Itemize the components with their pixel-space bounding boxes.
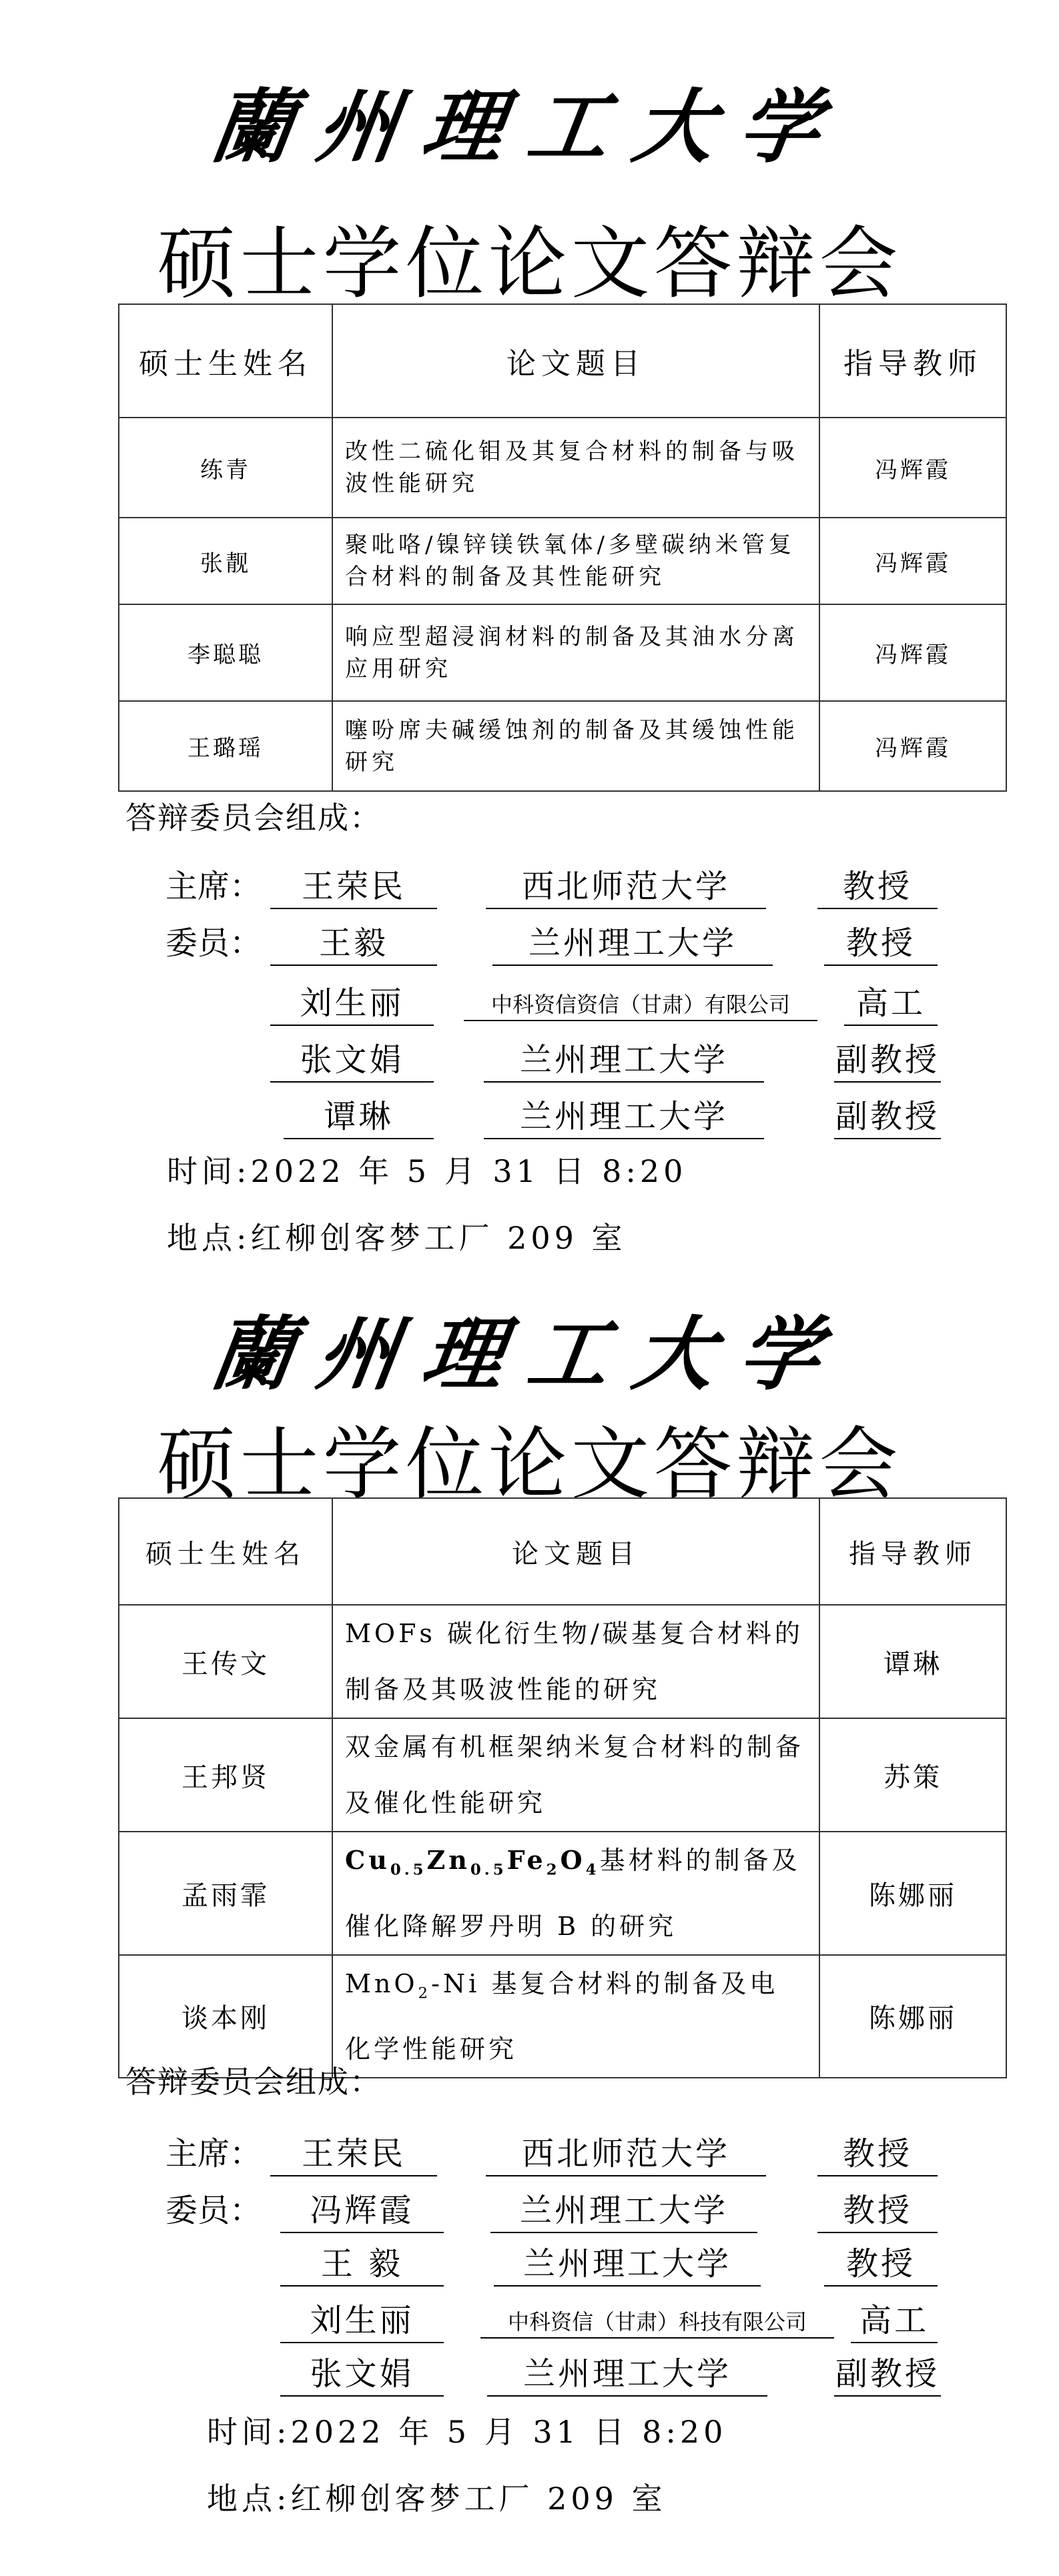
chair-label: 主席： xyxy=(165,2135,262,2172)
thesis-table xyxy=(118,1497,1007,2078)
defense-place: 地点:红柳创客梦工厂 209 室 xyxy=(207,2481,667,2517)
committee-member-name: 冯辉霞 xyxy=(280,2184,444,2233)
committee-member-title: 教授 xyxy=(824,917,938,966)
committee-chair-row xyxy=(0,860,1059,907)
thesis-title: 改性二硫化钼及其复合材料的制备与吸波性能研究 xyxy=(332,418,819,518)
university-logo: 蘭州理工大学 xyxy=(206,1307,852,1401)
student-name: 练青 xyxy=(119,418,332,518)
table-row xyxy=(119,701,1006,791)
committee-member-row xyxy=(0,977,1059,1024)
thesis-title xyxy=(332,1832,819,1955)
committee-member-org: 兰州理工大学 xyxy=(492,917,773,966)
committee-member-row xyxy=(0,917,1059,964)
thesis-title: 响应型超浸润材料的制备及其油水分离应用研究 xyxy=(332,604,819,701)
formula-mno: MnO xyxy=(345,1968,418,1998)
formula-sub: 2 xyxy=(546,1861,561,1879)
committee-member-name: 王毅 xyxy=(270,917,437,966)
header-advisor: 指导教师 xyxy=(819,1498,1006,1605)
advisor-name: 冯辉霞 xyxy=(819,701,1006,791)
committee-member-row xyxy=(0,2184,1059,2231)
defense-time: 时间:2022 年 5 月 31 日 8:20 xyxy=(167,1153,687,1189)
student-name: 李聪聪 xyxy=(119,604,332,701)
committee-heading: 答辩委员会组成： xyxy=(125,800,382,836)
defense-notice-2 xyxy=(0,1281,1059,2576)
thesis-title-rest: -Ni 基复合材料的制备及电化学性能研究 xyxy=(345,1968,779,2064)
student-name: 王璐瑶 xyxy=(119,701,332,791)
committee-member-title: 教授 xyxy=(817,2128,938,2176)
thesis-table xyxy=(118,303,1007,792)
header-thesis-title: 论文题目 xyxy=(332,304,819,418)
thesis-title: 聚吡咯/镍锌镁铁氧体/多壁碳纳米管复合材料的制备及其性能研究 xyxy=(332,518,819,604)
committee-member-row xyxy=(0,2238,1059,2285)
committee-member-org: 中科资信资信（甘肃）有限公司 xyxy=(464,988,817,1021)
committee-member-title: 教授 xyxy=(817,2184,938,2233)
student-name: 张靓 xyxy=(119,518,332,604)
advisor-name: 陈娜丽 xyxy=(819,1955,1006,2078)
committee-member-org: 西北师范大学 xyxy=(486,2128,766,2176)
page-title: 硕士学位论文答辩会 xyxy=(157,217,902,309)
committee-member-org: 兰州理工大学 xyxy=(484,1034,764,1083)
defense-time: 时间:2022 年 5 月 31 日 8:20 xyxy=(207,2414,727,2450)
committee-member-name: 张文娟 xyxy=(270,1034,434,1083)
defense-place: 地点:红柳创客梦工厂 209 室 xyxy=(167,1220,627,1256)
committee-member-row xyxy=(0,1091,1059,1137)
advisor-name: 谭琳 xyxy=(819,1605,1006,1718)
advisor-name: 冯辉霞 xyxy=(819,518,1006,604)
advisor-name: 冯辉霞 xyxy=(819,604,1006,701)
defense-notice-1 xyxy=(0,0,1059,1281)
committee-member-title: 副教授 xyxy=(834,2348,941,2397)
committee-member-name: 王 毅 xyxy=(280,2238,444,2287)
committee-member-title: 教授 xyxy=(817,860,938,909)
student-name: 王邦贤 xyxy=(119,1718,332,1832)
committee-member-org: 兰州理工大学 xyxy=(494,2238,761,2287)
table-row xyxy=(119,1832,1006,1955)
student-name: 王传文 xyxy=(119,1605,332,1718)
header-thesis-title: 论文题目 xyxy=(332,1498,819,1605)
committee-member-title: 副教授 xyxy=(834,1034,941,1083)
committee-member-org: 兰州理工大学 xyxy=(484,1091,764,1139)
committee-member-row xyxy=(0,2348,1059,2395)
advisor-name: 陈娜丽 xyxy=(819,1832,1006,1955)
chair-label: 主席： xyxy=(165,868,262,905)
committee-member-org: 兰州理工大学 xyxy=(487,2348,767,2397)
formula-sub: 0.5 xyxy=(390,1861,427,1879)
table-header-row xyxy=(119,1498,1006,1605)
committee-member-org: 兰州理工大学 xyxy=(490,2184,757,2233)
committee-member-name: 张文娟 xyxy=(280,2348,444,2397)
student-name: 孟雨霏 xyxy=(119,1832,332,1955)
formula-sub: 2 xyxy=(418,1984,432,2002)
thesis-title: MOFs 碳化衍生物/碳基复合材料的制备及其吸波性能的研究 xyxy=(332,1605,819,1718)
formula-o: O xyxy=(560,1845,586,1875)
committee-heading: 答辩委员会组成： xyxy=(125,2064,382,2100)
page-title: 硕士学位论文答辩会 xyxy=(157,1418,902,1510)
advisor-name: 冯辉霞 xyxy=(819,418,1006,518)
thesis-title-rest: 基材料的制备及催化降解罗丹明 B 的研究 xyxy=(345,1846,801,1941)
thesis-title xyxy=(332,1955,819,2078)
committee-member-name: 王荣民 xyxy=(270,2128,437,2176)
committee-member-row xyxy=(0,2295,1059,2341)
committee-member-title: 高工 xyxy=(844,977,938,1026)
table-row xyxy=(119,1605,1006,1718)
formula-sub: 0.5 xyxy=(470,1861,507,1879)
table-header-row xyxy=(119,304,1006,418)
committee-member-name: 刘生丽 xyxy=(270,977,434,1026)
committee-member-name: 刘生丽 xyxy=(280,2295,444,2343)
formula-sub: 4 xyxy=(585,1861,600,1879)
thesis-title: 噻吩席夫碱缓蚀剂的制备及其缓蚀性能研究 xyxy=(332,701,819,791)
members-label: 委员： xyxy=(165,924,262,962)
table-row xyxy=(119,1718,1006,1832)
table-row xyxy=(119,604,1006,701)
table-row xyxy=(119,418,1006,518)
committee-member-title: 高工 xyxy=(851,2295,938,2343)
committee-member-org: 西北师范大学 xyxy=(486,860,766,909)
header-student-name: 硕士生姓名 xyxy=(119,1498,332,1605)
header-student-name: 硕士生姓名 xyxy=(119,304,332,418)
members-label: 委员： xyxy=(165,2192,262,2229)
committee-chair-row xyxy=(0,2128,1059,2174)
committee-member-name: 谭琳 xyxy=(284,1091,434,1139)
university-logo: 蘭州理工大学 xyxy=(206,80,852,174)
student-name: 谈本刚 xyxy=(119,1955,332,2078)
formula-zn: Zn xyxy=(426,1845,470,1875)
committee-member-row xyxy=(0,1034,1059,1081)
formula-fe: Fe xyxy=(506,1845,547,1875)
committee-member-title: 副教授 xyxy=(834,1091,941,1139)
thesis-title: 双金属有机框架纳米复合材料的制备及催化性能研究 xyxy=(332,1718,819,1832)
formula-cu: Cu xyxy=(345,1845,390,1875)
committee-member-title: 教授 xyxy=(824,2238,938,2287)
table-row xyxy=(119,518,1006,604)
committee-member-name: 王荣民 xyxy=(270,860,437,909)
header-advisor: 指导教师 xyxy=(819,304,1006,418)
committee-member-org: 中科资信（甘肃）科技有限公司 xyxy=(480,2305,834,2339)
advisor-name: 苏策 xyxy=(819,1718,1006,1832)
